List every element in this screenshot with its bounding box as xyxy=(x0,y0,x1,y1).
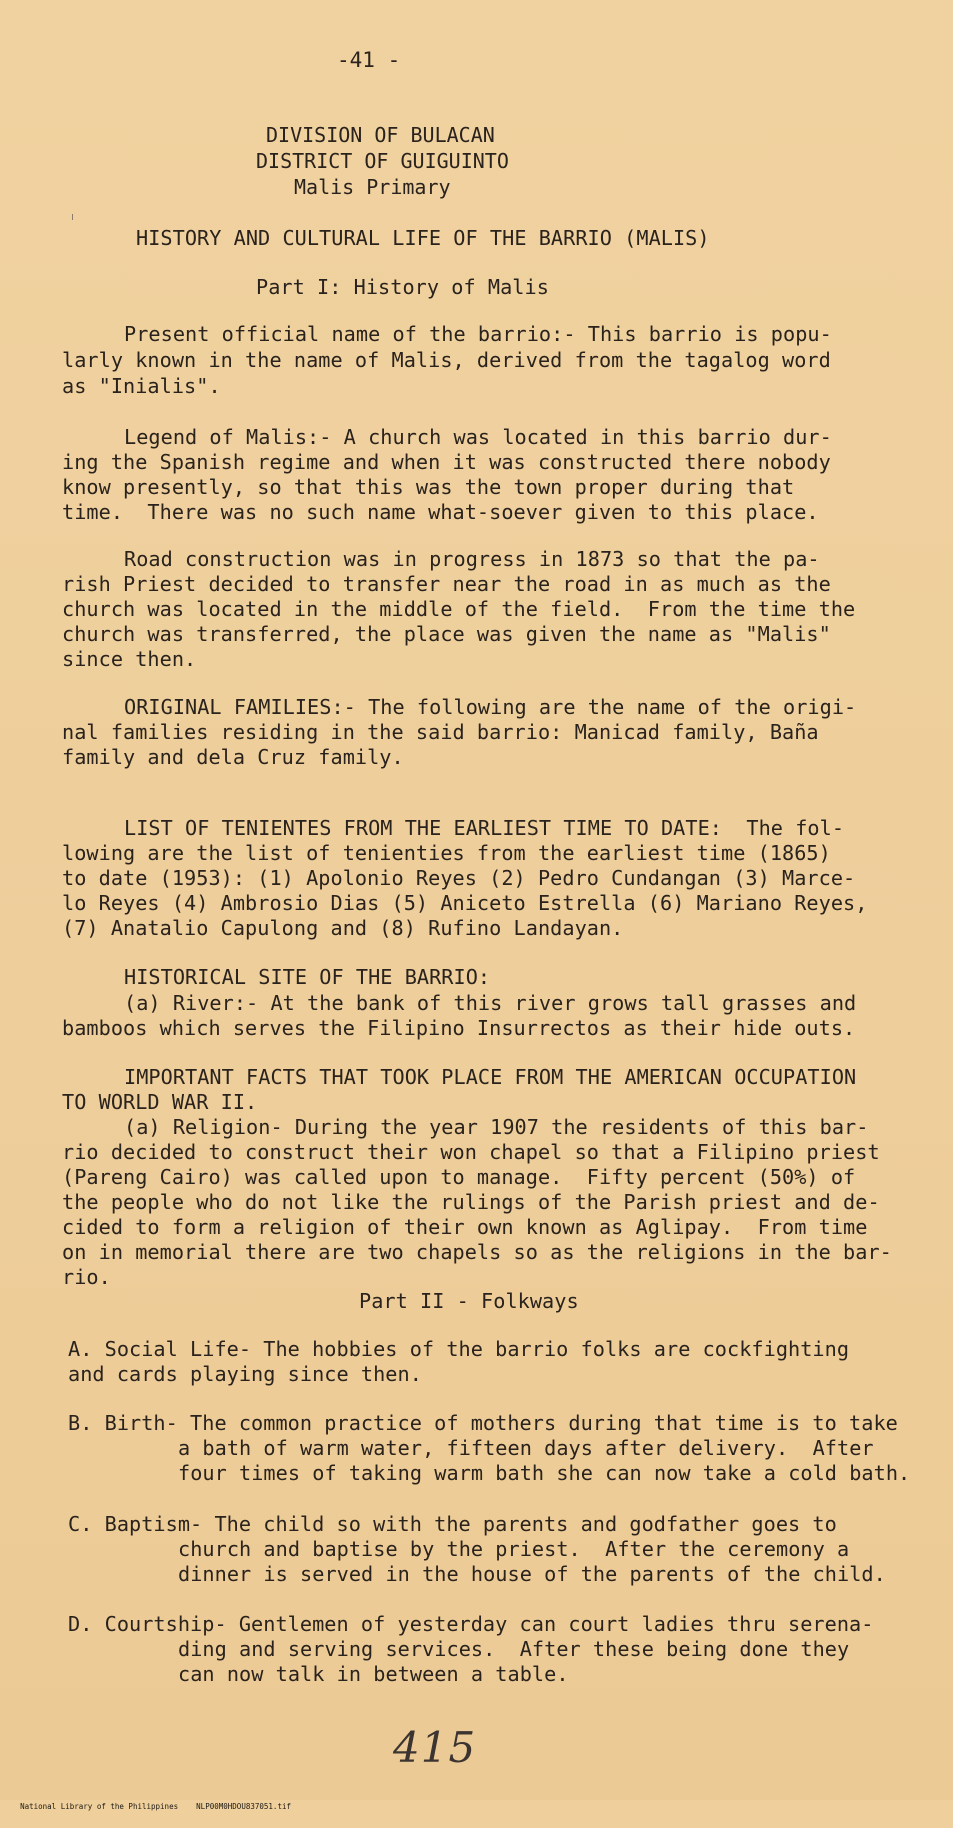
division-heading: DIVISION OF BULACAN xyxy=(266,123,495,147)
paragraph-line: rish Priest decided to transfer near the road in as much as the xyxy=(62,572,831,596)
document-title: HISTORY AND CULTURAL LIFE OF THE BARRIO (MALIS) xyxy=(136,226,710,250)
page-number: -41 - xyxy=(337,48,401,72)
paragraph-line: lowing are the list of tenienties from the earliest time (1865) xyxy=(62,841,831,865)
paragraph-line: (Pareng Cairo) was called upon to manage. Fifty percent (50%) of xyxy=(62,1165,856,1189)
paragraph-line: dinner is served in the house of the parents of the child. xyxy=(178,1562,886,1586)
part2-heading: Part II - Folkways xyxy=(359,1289,579,1313)
paragraph-line: LIST OF TENIENTES FROM THE EARLIEST TIME TO DATE: The fol- xyxy=(124,816,845,840)
paragraph-line: time. There was no such name what-soever given to this place. xyxy=(62,500,819,524)
archive-footer xyxy=(0,1786,953,1811)
library-name: National Library of the Philippines xyxy=(20,1802,179,1811)
paragraph-line: to date (1953): (1) Apolonio Reyes (2) Pedro Cundangan (3) Marce- xyxy=(62,866,856,890)
district-heading: DISTRICT OF GUIGUINTO xyxy=(256,149,509,173)
paragraph-line: bamboos which serves the Filipino Insurrectos as their hide outs. xyxy=(62,1016,856,1040)
paragraph-line: larly known in the name of Malis, derived from the tagalog word xyxy=(62,348,831,372)
paragraph-line: cided to form a religion of their own known as Aglipay. From time xyxy=(62,1215,868,1239)
paragraph-line: HISTORICAL SITE OF THE BARRIO: xyxy=(124,965,491,989)
paragraph-line: ORIGINAL FAMILIES:- The following are the name of the origi- xyxy=(124,695,857,719)
folkway-social-life: A. Social Life- The hobbies of the barrio folks are cockfighting xyxy=(68,1337,850,1361)
paragraph-line: Present official name of the barrio:- This barrio is popu- xyxy=(124,322,832,346)
part1-heading: Part I: History of Malis xyxy=(256,275,549,299)
paragraph-line: as "Inialis". xyxy=(62,374,221,398)
file-name: NLP00M0HDOU837051.tif xyxy=(196,1802,291,1811)
paragraph-line: family and dela Cruz family. xyxy=(62,745,404,769)
paragraph-line: rio decided to construct their won chapel so that a Filipino priest xyxy=(62,1140,880,1164)
paragraph-line: church was located in the middle of the field. From the time the xyxy=(62,597,856,621)
paragraph-line: (a) River:- At the bank of this river grows tall grasses and xyxy=(124,991,857,1015)
paragraph-line: and cards playing since then. xyxy=(68,1362,422,1386)
paragraph-line: Road construction was in progress in 1873 so that the pa- xyxy=(124,547,820,571)
paragraph-line: IMPORTANT FACTS THAT TOOK PLACE FROM THE AMERICAN OCCUPATION xyxy=(124,1065,857,1089)
paragraph-line: (a) Religion- During the year 1907 the residents of this bar- xyxy=(124,1115,869,1139)
paragraph-line: a bath of warm water, fifteen days after delivery. After xyxy=(178,1436,874,1460)
paragraph-line: can now talk in between a table. xyxy=(178,1662,569,1686)
paragraph-line: know presently, so that this was the town proper during that xyxy=(62,475,795,499)
paragraph-line: church was transferred, the place was given the name as "Malis" xyxy=(62,622,831,646)
folkway-baptism: C. Baptism- The child so with the parents and godfather goes to xyxy=(68,1512,837,1536)
school-heading: Malis Primary xyxy=(294,175,451,199)
paragraph-line: since then. xyxy=(62,647,197,671)
paragraph-line: ing the Spanish regime and when it was constructed there nobody xyxy=(62,450,831,474)
paragraph-line: four times of taking warm bath she can now take a cold bath. xyxy=(178,1461,911,1485)
paragraph-line: nal families residing in the said barrio: Manicad family, Baña xyxy=(62,720,819,744)
folkway-birth: B. Birth- The common practice of mothers during that time is to take xyxy=(68,1411,898,1435)
paragraph-line: TO WORLD WAR II. xyxy=(62,1090,258,1114)
paragraph-line: Legend of Malis:- A church was located in this barrio dur- xyxy=(124,425,832,449)
paragraph-line: church and baptise by the priest. After the ceremony a xyxy=(178,1537,850,1561)
margin-tick xyxy=(72,214,73,220)
paragraph-line: ding and serving services. After these being done they xyxy=(178,1637,850,1661)
folkway-courtship: D. Courtship- Gentlemen of yesterday can court ladies thru serena- xyxy=(68,1612,874,1636)
handwritten-page-number: 415 xyxy=(393,1723,477,1772)
paragraph-line: lo Reyes (4) Ambrosio Dias (5) Aniceto Estrella (6) Mariano Reyes, xyxy=(62,891,868,915)
paragraph-line: (7) Anatalio Capulong and (8) Rufino Landayan. xyxy=(62,916,624,940)
paragraph-line: rio. xyxy=(62,1265,111,1289)
paragraph-line: on in memorial there are two chapels so as the religions in the bar- xyxy=(62,1240,892,1264)
paragraph-line: the people who do not like the rulings of the Parish priest and de- xyxy=(62,1190,880,1214)
